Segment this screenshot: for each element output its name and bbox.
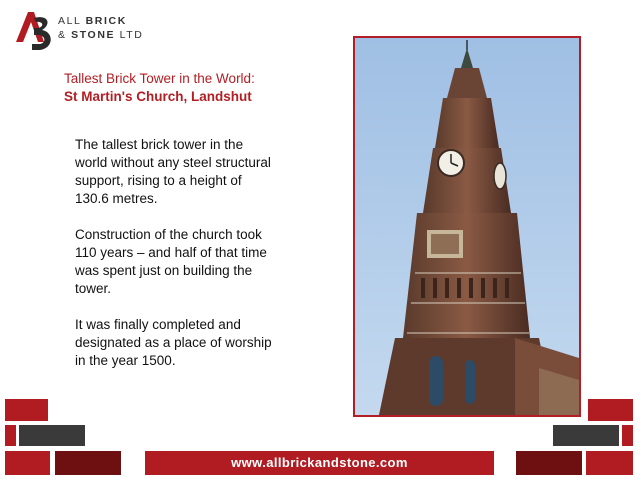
slide-body <box>75 136 275 388</box>
brick-decoration <box>553 425 619 446</box>
slide-title <box>64 70 255 106</box>
paragraph-3: It was finally completed and designated as a place of worship in the year 1500. <box>75 317 272 368</box>
website-link[interactable]: www.allbrickandstone.com <box>231 455 408 470</box>
brick-decoration <box>516 451 582 475</box>
paragraph-1: The tallest brick tower in the world without any steel structural support, rising to a height of 130.6 metres. <box>75 137 271 206</box>
tower-photo <box>353 36 581 417</box>
brick-decoration <box>55 451 121 475</box>
brick-decoration <box>622 425 633 446</box>
brick-decoration <box>588 399 633 421</box>
abs-monogram-icon <box>14 8 58 58</box>
brick-decoration <box>5 425 16 446</box>
brick-decoration <box>586 451 633 475</box>
brick-decoration <box>5 399 48 421</box>
brick-decoration <box>19 425 85 446</box>
brick-decoration <box>5 451 50 475</box>
paragraph-2: Construction of the church took 110 years – and half of that time was spent just on building the tower. <box>75 227 267 296</box>
company-logo <box>14 8 154 58</box>
company-name: ALL BRICK & STONE LTD <box>58 15 144 41</box>
title-line-2: St Martin's Church, Landshut <box>64 89 252 104</box>
title-line-1: Tallest Brick Tower in the World: <box>64 71 255 86</box>
